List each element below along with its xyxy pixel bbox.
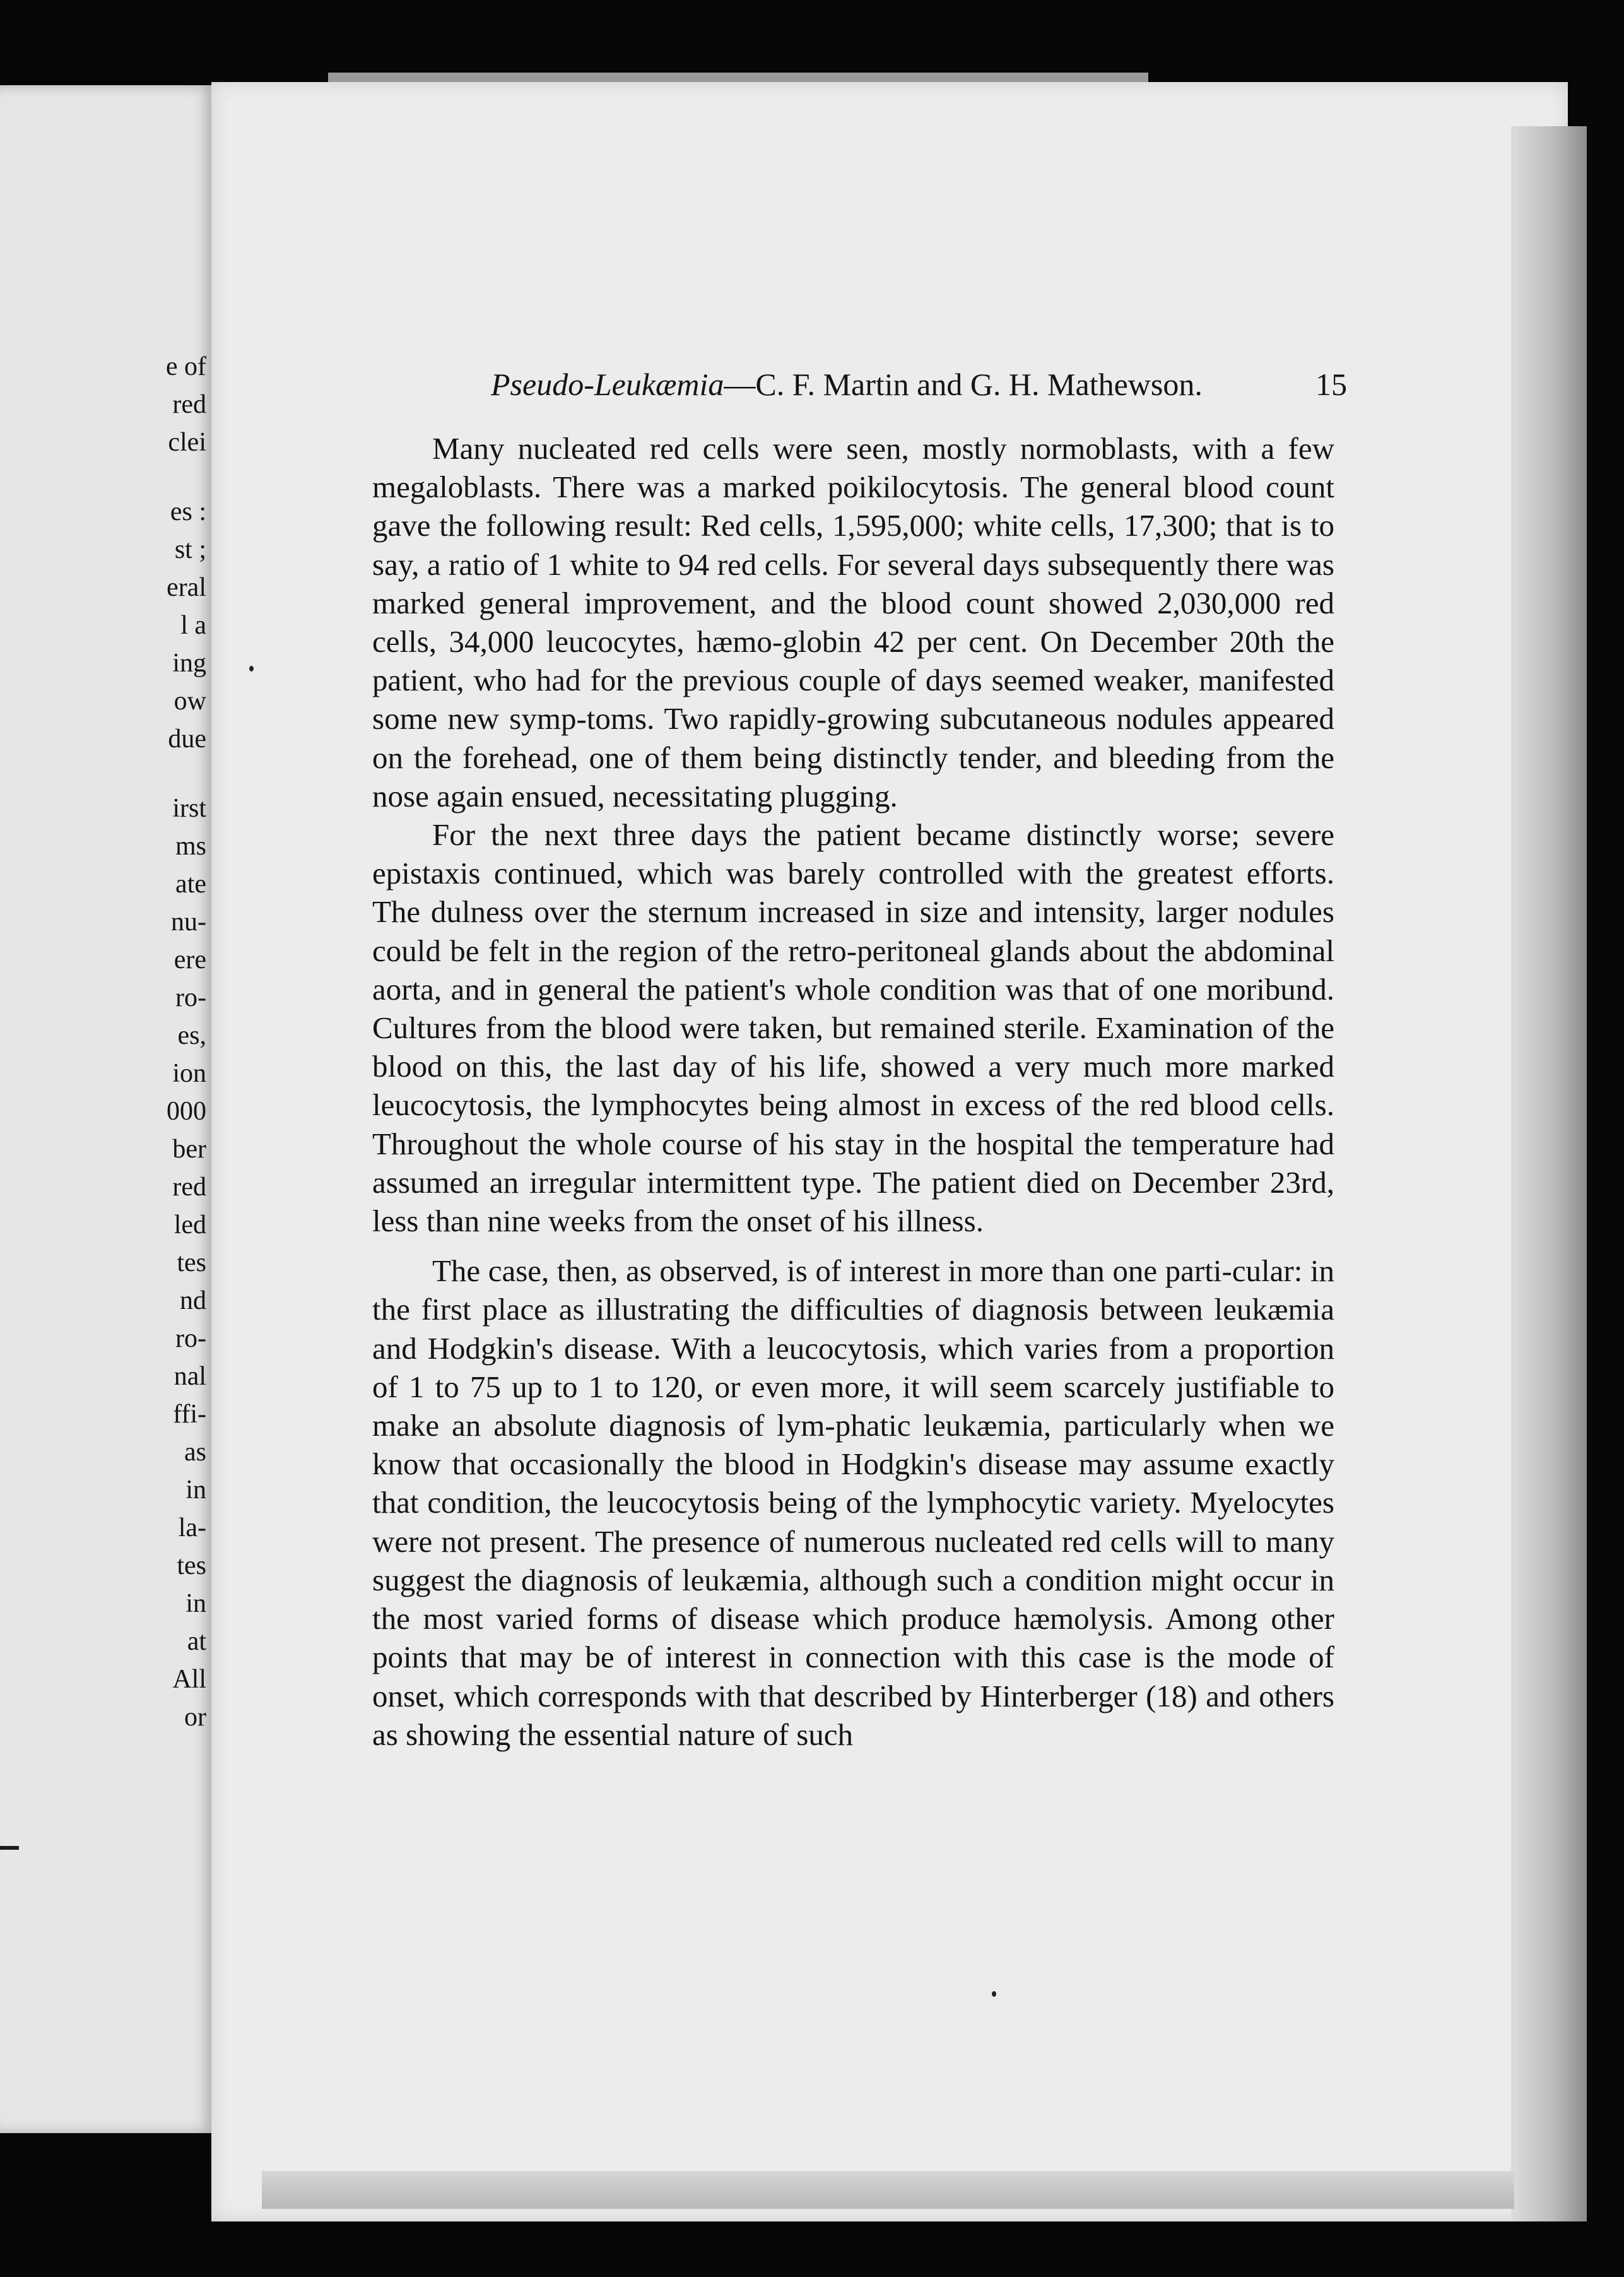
left-page-fragment: in	[185, 1476, 206, 1505]
left-page-fragment: nu-	[171, 908, 206, 937]
left-page-fragment: clei	[168, 428, 206, 457]
paragraph-3: The case, then, as observed, is of interest in more than one parti-cular: in the first place as illustrating the difficulties of diagnosis between leukæmia and Hodgkin's disease. With a leucocytosis, which varies from a proportion of 1 to 75 up to 1 to 120, or even more, it will seem scarcely justifiable to make an absolute diagnosis of lym-phatic leukæmia, particularly when we know that occasionally the blood in Hodgkin's disease may assume exactly that condition, the leucocytosis being of the lymphocytic variety. Myelocytes were not present. The presence of numerous nucleated red cells will to many suggest the diagnosis of leukæmia, although such a condition might occur in the most varied forms of disease which produce hæmolysis. Among other points that may be of interest in connection with this case is the mode of onset, which corresponds with that described by Hinterberger (18) and others as showing the essential nature of such	[372, 1253, 1334, 1752]
page-number: 15	[1315, 367, 1347, 402]
left-page-fragment: All	[172, 1665, 206, 1694]
ink-speck	[249, 666, 254, 671]
left-page-fragment: eral	[167, 573, 206, 602]
page-stack-edge	[1511, 126, 1587, 2221]
left-page-fragment: at	[187, 1627, 206, 1656]
left-page-fragment: ber	[172, 1135, 206, 1164]
left-page-fragment: ffi-	[173, 1400, 206, 1429]
left-facing-page	[0, 85, 218, 2133]
left-page-fragment: 000	[167, 1097, 206, 1126]
left-page-fragment: ow	[174, 687, 206, 716]
left-page-fragment: ate	[175, 870, 206, 899]
left-page-fragment: e of	[165, 352, 206, 381]
left-page-fragment: as	[184, 1438, 206, 1467]
running-head-title: Pseudo-Leukæmia	[491, 367, 724, 402]
running-head	[491, 366, 1347, 403]
paragraph-1: Many nucleated red cells were seen, mostly normoblasts, with a few megaloblasts. There was a marked poikilocytosis. The general blood count gave the following result: Red cells, 1,595,000; white cells, 17,300; that is to say, a ratio of 1 white to 94 red cells. For several days subsequently there was marked general improvement, and the blood count showed 2,030,000 red cells, 34,000 leucocytes, hæmo-globin 42 per cent. On December 20th the patient, who had for the previous couple of days seemed weaker, manifested some new symp-toms. Two rapidly-growing subcutaneous nodules appeared on the forehead, one of them being distinctly tender, and bleeding from the nose again ensued, necessitating plugging.	[372, 431, 1334, 813]
ink-speck	[992, 1991, 996, 1997]
body-text	[372, 429, 1334, 1754]
paragraph-2: For the next three days the patient became distinctly worse; severe epistaxis continued, which was barely controlled with the greatest efforts. The dulness over the sternum increased in size and intensity, larger nodules could be felt in the region of the retro-peritoneal glands about the abdominal aorta, and in general the patient's whole condition was that of one moribund. Cultures from the blood were taken, but remained sterile. Examination of the blood on this, the last day of his life, showed a very much more marked leucocytosis, the lymphocytes being almost in excess of the red blood cells. Throughout the whole course of his stay in the hospital the temperature had assumed an irregular intermittent type. The patient died on December 23rd, less than nine weeks from the onset of his illness.	[372, 817, 1334, 1239]
left-page-fragment: red	[172, 390, 206, 419]
left-page-fragment: ere	[174, 945, 206, 974]
left-page-fragment: nal	[174, 1362, 206, 1391]
left-page-fragment: tes	[177, 1248, 206, 1277]
left-page-fragment: ion	[172, 1059, 206, 1088]
left-page-fragment: irst	[172, 794, 206, 823]
left-page-fragment: red	[172, 1173, 206, 1202]
left-page-fragment: st ;	[174, 535, 206, 564]
left-page-fragment: due	[168, 724, 206, 754]
left-page-fragment: ro-	[175, 983, 206, 1012]
left-page-fragment: or	[184, 1703, 206, 1732]
running-head-authors: —C. F. Martin and G. H. Mathewson.	[724, 367, 1203, 402]
left-page-fragment: ms	[175, 832, 206, 861]
left-page-fragment: tes	[177, 1551, 206, 1580]
left-page-fragment: nd	[180, 1286, 206, 1315]
left-page-fragment: ing	[172, 649, 206, 678]
left-page-fragment: es,	[177, 1021, 206, 1050]
left-page-fragment: led	[174, 1210, 206, 1239]
left-page-fragment: ro-	[175, 1324, 206, 1353]
left-page-mark	[0, 1846, 19, 1850]
left-page-fragment: in	[185, 1589, 206, 1618]
left-page-fragment: l a	[180, 611, 206, 640]
page-bottom-edge	[262, 2171, 1514, 2209]
left-page-fragment: la-	[178, 1513, 206, 1542]
left-page-fragment: es :	[170, 497, 206, 526]
